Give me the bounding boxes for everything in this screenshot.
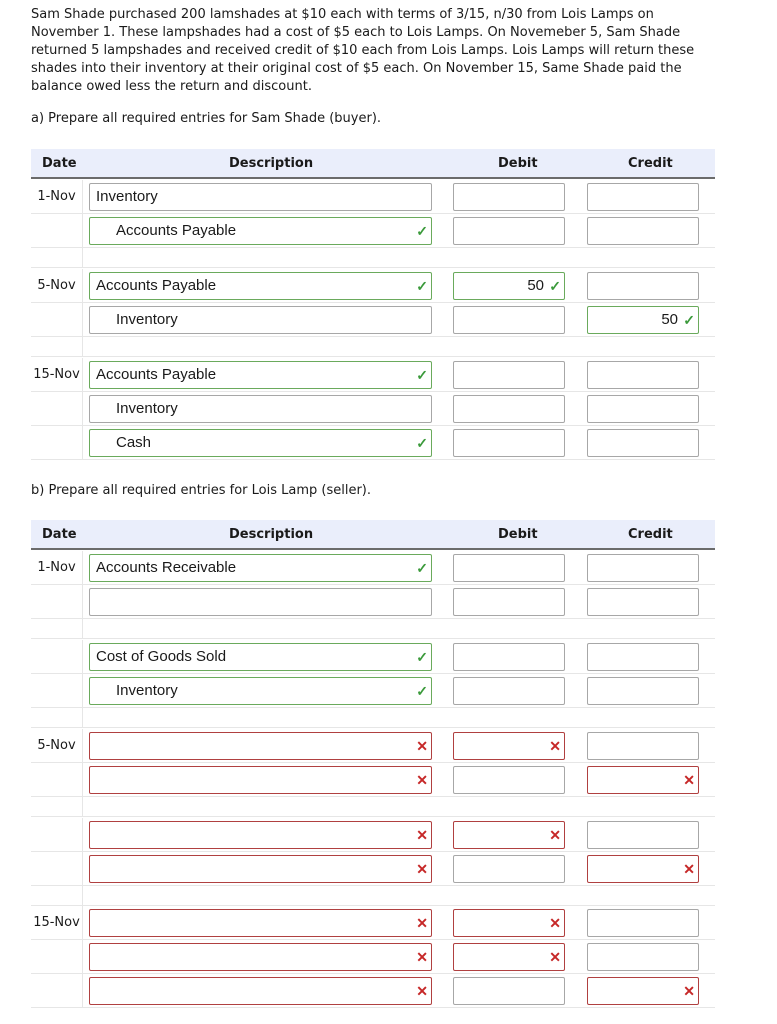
- x-icon: ✕: [549, 949, 561, 965]
- problem-text: Sam Shade purchased 200 lamshades at $10 each with terms of 3/15, n/30 from Lois Lamps on November 1. These lampshades had a cost of $5 each to Lois Lamps. On Novemeber 5, Sam Shade returned 5 lampshades and received credit of $10 each from Lois Lamps. Lois Lamps will return these shades into their inventory at their original cost of $5 each. On November 15, Same Shade paid the balance owed less the return and discount.: [31, 7, 695, 94]
- credit-input[interactable]: [587, 554, 699, 582]
- x-icon: ✕: [683, 983, 695, 999]
- x-icon: ✕: [549, 738, 561, 754]
- debit-input[interactable]: [453, 732, 565, 760]
- account-select[interactable]: [89, 943, 432, 971]
- journal-row: [31, 729, 715, 763]
- entry-date: [31, 974, 83, 1008]
- part-b-table-header: [31, 520, 715, 550]
- check-icon: ✓: [416, 649, 428, 665]
- entry-date: [31, 818, 83, 852]
- credit-input[interactable]: [587, 588, 699, 616]
- entry-date: [31, 763, 83, 797]
- x-icon: ✕: [683, 861, 695, 877]
- journal-row: [31, 358, 715, 392]
- debit-input[interactable]: [453, 306, 565, 334]
- account-select[interactable]: [89, 821, 432, 849]
- date-spacer: [31, 886, 83, 906]
- account-select[interactable]: [89, 395, 432, 423]
- x-icon: ✕: [416, 915, 428, 931]
- account-value: Cost of Goods Sold: [96, 648, 227, 665]
- account-select[interactable]: [89, 183, 432, 211]
- account-select[interactable]: [89, 977, 432, 1005]
- entry-date: [31, 585, 83, 619]
- header-debit: Debit: [498, 156, 538, 171]
- debit-input[interactable]: [453, 554, 565, 582]
- header-credit: Credit: [628, 156, 673, 171]
- credit-input[interactable]: [587, 643, 699, 671]
- check-icon: ✓: [416, 560, 428, 576]
- journal-row: [31, 640, 715, 674]
- account-select[interactable]: [89, 361, 432, 389]
- part-a-prompt: a) Prepare all required entries for Sam Shade (buyer).: [31, 111, 382, 126]
- credit-input[interactable]: [587, 429, 699, 457]
- date-spacer: [31, 797, 83, 817]
- debit-input[interactable]: [453, 429, 565, 457]
- x-icon: ✕: [549, 827, 561, 843]
- account-select[interactable]: [89, 677, 432, 705]
- credit-input[interactable]: [587, 272, 699, 300]
- account-select[interactable]: [89, 429, 432, 457]
- credit-input[interactable]: [587, 732, 699, 760]
- journal-row: [31, 818, 715, 852]
- journal-row: [31, 303, 715, 337]
- credit-input[interactable]: [587, 306, 699, 334]
- part-a-table-header: [31, 149, 715, 179]
- x-icon: ✕: [416, 827, 428, 843]
- part-b-prompt: b) Prepare all required entries for Lois Lamp (seller).: [31, 483, 372, 498]
- debit-input[interactable]: [453, 643, 565, 671]
- entry-date: 5-Nov: [31, 729, 83, 763]
- credit-input[interactable]: [587, 977, 699, 1005]
- header-date: Date: [42, 527, 77, 542]
- debit-input[interactable]: [453, 766, 565, 794]
- entry-date: 1-Nov: [31, 180, 83, 214]
- check-icon: ✓: [683, 312, 695, 328]
- spacer-row: [31, 619, 715, 639]
- spacer-row: [31, 337, 715, 357]
- account-select[interactable]: [89, 272, 432, 300]
- account-value: Accounts Payable: [116, 222, 237, 239]
- x-icon: ✕: [683, 772, 695, 788]
- entry-date: 15-Nov: [31, 906, 83, 940]
- x-icon: ✕: [416, 772, 428, 788]
- credit-input[interactable]: [587, 821, 699, 849]
- account-select[interactable]: [89, 217, 432, 245]
- check-icon: ✓: [416, 367, 428, 383]
- check-icon: ✓: [416, 278, 428, 294]
- account-select[interactable]: [89, 643, 432, 671]
- x-icon: ✕: [549, 915, 561, 931]
- account-select[interactable]: [89, 855, 432, 883]
- debit-input[interactable]: [453, 909, 565, 937]
- credit-input[interactable]: [587, 677, 699, 705]
- debit-input[interactable]: [453, 183, 565, 211]
- journal-row: [31, 585, 715, 619]
- x-icon: ✕: [416, 738, 428, 754]
- account-value: Inventory: [116, 400, 178, 417]
- debit-input[interactable]: [453, 977, 565, 1005]
- credit-value: 50: [661, 311, 678, 328]
- debit-input[interactable]: [453, 395, 565, 423]
- x-icon: ✕: [416, 861, 428, 877]
- entry-date: [31, 392, 83, 426]
- spacer-row: [31, 708, 715, 728]
- entry-date: [31, 214, 83, 248]
- journal-row: [31, 180, 715, 214]
- journal-row: [31, 974, 715, 1008]
- entry-date: 1-Nov: [31, 551, 83, 585]
- account-value: Accounts Payable: [96, 366, 217, 383]
- account-value: Inventory: [116, 682, 178, 699]
- header-date: Date: [42, 156, 77, 171]
- debit-input[interactable]: [453, 361, 565, 389]
- journal-row: [31, 852, 715, 886]
- account-select[interactable]: [89, 306, 432, 334]
- journal-row: [31, 392, 715, 426]
- debit-input[interactable]: [453, 217, 565, 245]
- date-spacer: [31, 337, 83, 357]
- journal-row: [31, 269, 715, 303]
- spacer-row: [31, 797, 715, 817]
- journal-row: [31, 906, 715, 940]
- journal-row: [31, 214, 715, 248]
- account-value: Accounts Payable: [96, 277, 217, 294]
- x-icon: ✕: [416, 983, 428, 999]
- debit-input[interactable]: [453, 855, 565, 883]
- entry-date: [31, 940, 83, 974]
- credit-input[interactable]: [587, 183, 699, 211]
- credit-input[interactable]: [587, 943, 699, 971]
- credit-input[interactable]: [587, 217, 699, 245]
- spacer-row: [31, 886, 715, 906]
- credit-input[interactable]: [587, 361, 699, 389]
- journal-row: [31, 426, 715, 460]
- journal-row: [31, 551, 715, 585]
- header-description: Description: [229, 527, 314, 542]
- entry-date: 5-Nov: [31, 269, 83, 303]
- debit-input[interactable]: [453, 677, 565, 705]
- account-select[interactable]: [89, 588, 432, 616]
- header-credit: Credit: [628, 527, 673, 542]
- check-icon: ✓: [416, 683, 428, 699]
- account-value: Inventory: [116, 311, 178, 328]
- journal-row: [31, 763, 715, 797]
- account-value: Inventory: [96, 188, 158, 205]
- credit-input[interactable]: [587, 766, 699, 794]
- x-icon: ✕: [416, 949, 428, 965]
- account-value: Accounts Receivable: [96, 559, 237, 576]
- debit-input[interactable]: [453, 588, 565, 616]
- header-description: Description: [229, 156, 314, 171]
- account-select[interactable]: [89, 554, 432, 582]
- date-spacer: [31, 619, 83, 639]
- entry-date: 15-Nov: [31, 358, 83, 392]
- account-select[interactable]: [89, 766, 432, 794]
- journal-row: [31, 940, 715, 974]
- credit-input[interactable]: [587, 395, 699, 423]
- check-icon: ✓: [549, 278, 561, 294]
- spacer-row: [31, 248, 715, 268]
- entry-date: [31, 640, 83, 674]
- check-icon: ✓: [416, 435, 428, 451]
- check-icon: ✓: [416, 223, 428, 239]
- credit-input[interactable]: [587, 909, 699, 937]
- header-debit: Debit: [498, 527, 538, 542]
- debit-value: 50: [527, 277, 544, 294]
- entry-date: [31, 674, 83, 708]
- account-value: Cash: [116, 434, 152, 451]
- date-spacer: [31, 248, 83, 268]
- account-select[interactable]: [89, 909, 432, 937]
- entry-date: [31, 426, 83, 460]
- debit-input[interactable]: [453, 943, 565, 971]
- entry-date: [31, 303, 83, 337]
- account-select[interactable]: [89, 732, 432, 760]
- entry-date: [31, 852, 83, 886]
- journal-row: [31, 674, 715, 708]
- date-spacer: [31, 708, 83, 728]
- debit-input[interactable]: [453, 272, 565, 300]
- credit-input[interactable]: [587, 855, 699, 883]
- debit-input[interactable]: [453, 821, 565, 849]
